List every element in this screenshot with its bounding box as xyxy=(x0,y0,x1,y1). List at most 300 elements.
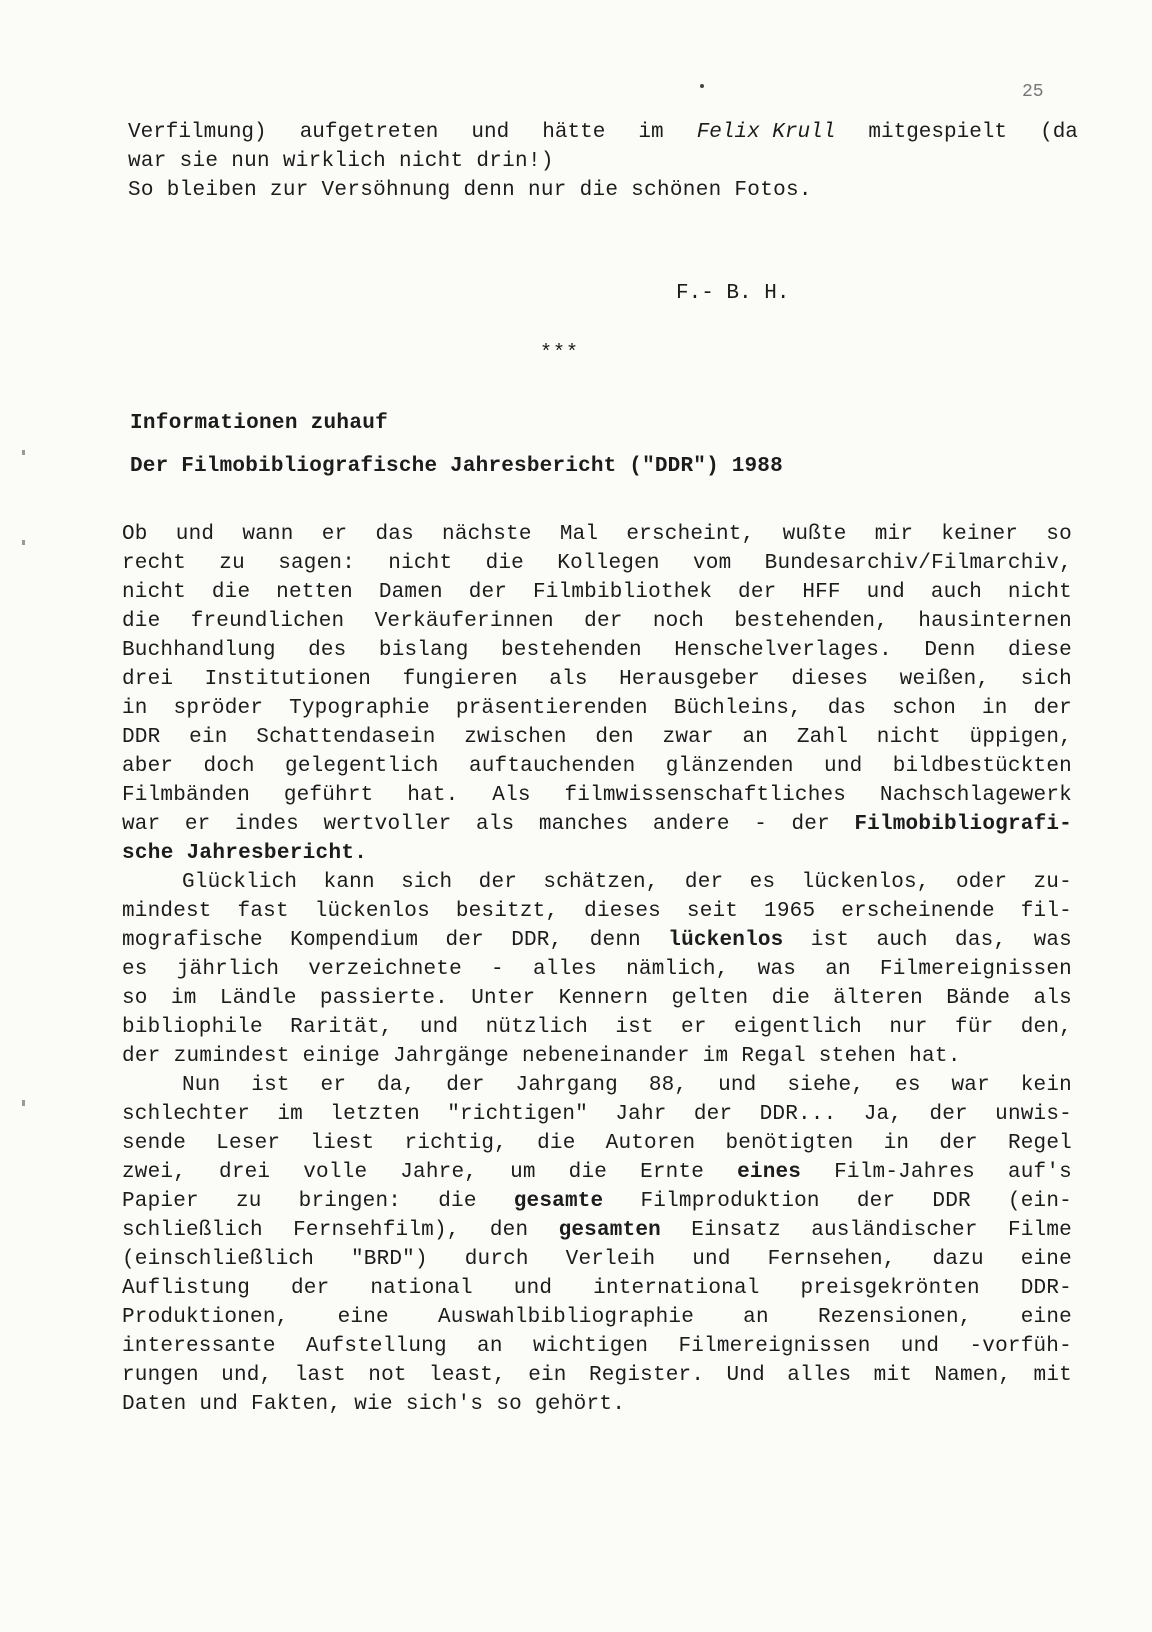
word: andere xyxy=(652,813,730,836)
intro-word: hätte xyxy=(542,121,606,144)
word: der xyxy=(478,871,518,894)
word: des xyxy=(308,639,347,662)
word: gelegentlich xyxy=(285,755,439,778)
body-line xyxy=(122,781,1072,810)
word: ein xyxy=(189,726,228,749)
word: mit xyxy=(1033,1364,1072,1387)
word: Ernte xyxy=(640,1161,705,1184)
word: der xyxy=(684,871,724,894)
word: hat. xyxy=(909,1045,961,1068)
word: präsentierenden xyxy=(455,697,648,720)
word: sche xyxy=(122,842,187,865)
word: Als xyxy=(492,784,531,807)
word: Denn xyxy=(924,639,976,662)
word: Bundesarchiv/Filmarchiv, xyxy=(764,552,1072,575)
word: letzten xyxy=(330,1103,420,1126)
word: diese xyxy=(1007,639,1072,662)
word: als xyxy=(549,668,588,691)
word: Jahr xyxy=(615,1103,667,1126)
word: schätzen, xyxy=(543,871,659,894)
word: er xyxy=(321,523,348,546)
intro-word: im xyxy=(638,121,664,144)
word: volle xyxy=(303,1161,368,1184)
word: Fernsehfilm), xyxy=(293,1219,460,1242)
word: stehen xyxy=(818,1045,910,1068)
word: fil- xyxy=(1020,900,1072,923)
word: und xyxy=(513,1277,553,1300)
body-line xyxy=(122,549,1072,578)
body-line xyxy=(122,752,1072,781)
body-line xyxy=(122,1361,1072,1390)
word: das, xyxy=(955,929,1007,952)
intro-paragraph xyxy=(128,118,1078,205)
word: hausinternen xyxy=(918,610,1072,633)
word: den xyxy=(595,726,634,749)
word: es xyxy=(749,871,776,894)
word: drei xyxy=(122,668,174,691)
article-title: Informationen zuhauf xyxy=(130,412,389,435)
body-line xyxy=(122,665,1072,694)
word: oder xyxy=(955,871,1008,894)
word: er xyxy=(184,813,211,836)
word: Jahre, xyxy=(400,1161,478,1184)
word: doch xyxy=(203,755,255,778)
word: liest xyxy=(310,1132,375,1155)
body-line xyxy=(122,1129,1072,1158)
body-line xyxy=(122,607,1072,636)
word: ist xyxy=(615,1016,654,1039)
word: der xyxy=(445,929,484,952)
word: netten xyxy=(276,581,353,604)
word: spröder xyxy=(173,697,264,720)
word: DDR xyxy=(122,726,161,749)
word: älteren xyxy=(833,987,923,1010)
body-line xyxy=(122,578,1072,607)
word: und xyxy=(419,1016,459,1039)
word: Regal xyxy=(741,1045,819,1068)
word: der xyxy=(584,610,623,633)
word: erscheint, xyxy=(626,523,755,546)
body-line xyxy=(122,1332,1072,1361)
word: Damen xyxy=(378,581,443,604)
body-line xyxy=(122,1390,1072,1419)
word: eine xyxy=(1020,1306,1072,1329)
word: kein xyxy=(1020,1074,1072,1097)
body-line xyxy=(122,1303,1072,1332)
word: HFF xyxy=(802,581,841,604)
word: der xyxy=(446,1074,485,1097)
word: Filmereignissen xyxy=(879,958,1072,981)
word: Filmbibliothek xyxy=(532,581,713,604)
word: -vorfüh- xyxy=(969,1335,1072,1358)
word: seit xyxy=(686,900,739,923)
body-line xyxy=(122,1187,1072,1216)
word: im xyxy=(170,987,197,1010)
word: so xyxy=(1046,523,1072,546)
word: zumindest xyxy=(173,1045,303,1068)
word: in xyxy=(982,697,1008,720)
word: dieses xyxy=(584,900,661,923)
word: an xyxy=(742,726,769,749)
word: Filmproduktion xyxy=(640,1190,820,1213)
word: Ländle xyxy=(219,987,297,1010)
body-line xyxy=(122,636,1072,665)
author-signature: F.- B. H. xyxy=(676,282,790,305)
word: im xyxy=(277,1103,303,1126)
word: an xyxy=(743,1306,769,1329)
word: nicht xyxy=(1007,581,1072,604)
word: wertvoller xyxy=(323,813,452,836)
word: ist xyxy=(810,929,850,952)
word: war xyxy=(951,1074,990,1097)
word: richtig, xyxy=(404,1132,507,1155)
word: Leser xyxy=(216,1132,281,1155)
word: sich's xyxy=(405,1393,497,1416)
intro-line-2: war sie nun wirklich nicht drin!) xyxy=(128,150,554,173)
word: Unter xyxy=(471,987,536,1010)
word: Rezensionen, xyxy=(817,1306,972,1329)
word: Regel xyxy=(1007,1132,1072,1155)
word: sende xyxy=(122,1132,187,1155)
word: weißen, xyxy=(899,668,990,691)
word: aber xyxy=(122,755,174,778)
word: so xyxy=(496,1393,535,1416)
word: alles xyxy=(532,958,597,981)
word: Daten xyxy=(122,1393,200,1416)
word: dazu xyxy=(932,1248,984,1271)
word: im xyxy=(702,1045,742,1068)
word: auftauchenden xyxy=(468,755,636,778)
word: Jahresbericht. xyxy=(186,842,368,865)
word: bildbestückten xyxy=(892,755,1072,778)
intro-word: mitgespielt xyxy=(868,121,1008,144)
word: schon xyxy=(892,697,957,720)
word: so xyxy=(122,987,148,1010)
word: Film-Jahres xyxy=(834,1161,975,1184)
margin-mark xyxy=(22,540,25,545)
word: (einschließlich xyxy=(122,1248,315,1271)
body-line xyxy=(122,955,1072,984)
word: Nun xyxy=(182,1074,221,1097)
word: DDR... xyxy=(759,1103,837,1126)
word: der xyxy=(856,1190,896,1213)
word: bringen: xyxy=(298,1190,402,1213)
word: "richtigen" xyxy=(447,1103,589,1126)
word: lückenlos xyxy=(314,900,430,923)
word: dieses xyxy=(791,668,869,691)
word: üppigen, xyxy=(969,726,1072,749)
word: nämlich, xyxy=(626,958,729,981)
word: Kollegen xyxy=(557,552,660,575)
word: auch xyxy=(930,581,983,604)
word: zwei, xyxy=(122,1161,187,1184)
word: siehe, xyxy=(787,1074,865,1097)
word: benötigten xyxy=(725,1132,854,1155)
word: einige xyxy=(302,1045,393,1068)
word: ist xyxy=(251,1074,290,1097)
word: um xyxy=(510,1161,536,1184)
word: den xyxy=(489,1219,529,1242)
word: die xyxy=(771,987,810,1010)
word: nur xyxy=(889,1016,928,1039)
word: Aufstellung xyxy=(305,1335,447,1358)
word: der xyxy=(122,1045,174,1068)
word: und xyxy=(866,581,905,604)
article-subtitle: Der Filmobibliografische Jahresbericht ("DDR") 1988 xyxy=(130,455,783,478)
word: interessante xyxy=(122,1335,276,1358)
word: Institutionen xyxy=(204,668,372,691)
word: der xyxy=(791,813,830,836)
word: Filmbänden xyxy=(122,784,251,807)
intro-word: Verfilmung) xyxy=(128,121,267,144)
word: das xyxy=(827,697,867,720)
word: Register. xyxy=(588,1364,705,1387)
word: least, xyxy=(429,1364,506,1387)
ink-dot xyxy=(700,84,704,88)
word: gesamten xyxy=(558,1219,661,1242)
intro-line-3: So bleiben zur Versöhnung denn nur die schönen Fotos. xyxy=(128,179,812,202)
word: durch xyxy=(464,1248,529,1271)
word: sich xyxy=(1020,668,1072,691)
word: Und xyxy=(726,1364,765,1387)
word: Nachschlagewerk xyxy=(879,784,1072,807)
word: geführt xyxy=(283,784,374,807)
word: Bände xyxy=(946,987,1011,1010)
word: bislang xyxy=(378,639,469,662)
word: und xyxy=(718,1074,757,1097)
word: als xyxy=(475,813,515,836)
word: er xyxy=(320,1074,347,1097)
word: verzeichnete xyxy=(308,958,462,981)
word: Autoren xyxy=(605,1132,696,1155)
word: passierte. xyxy=(319,987,448,1010)
word: mit xyxy=(873,1364,913,1387)
word: der xyxy=(1033,697,1072,720)
word: für xyxy=(955,1016,994,1039)
word: den, xyxy=(1020,1016,1072,1039)
word: Fakten, xyxy=(251,1393,355,1416)
word: mindest xyxy=(122,900,212,923)
body-line xyxy=(122,723,1072,752)
word: gesamte xyxy=(513,1190,604,1213)
intro-word: aufgetreten xyxy=(299,121,439,144)
word: Schattendasein xyxy=(256,726,436,749)
word: 1965 xyxy=(764,900,816,923)
body-line xyxy=(122,926,1072,955)
word: hat. xyxy=(407,784,459,807)
word: Fernsehen, xyxy=(767,1248,896,1271)
word: - xyxy=(754,813,767,836)
word: und xyxy=(199,1393,252,1416)
word: bestehenden xyxy=(500,639,642,662)
word: last xyxy=(294,1364,346,1387)
word: eines xyxy=(737,1161,802,1184)
word: unwis- xyxy=(995,1103,1072,1126)
word: schlechter xyxy=(122,1103,251,1126)
word: Filmereignissen xyxy=(678,1335,871,1358)
word: der xyxy=(291,1277,330,1300)
word: zu xyxy=(235,1190,262,1213)
word: DDR- xyxy=(1020,1277,1072,1300)
word: international xyxy=(593,1277,760,1300)
body-line xyxy=(122,1274,1072,1303)
word: recht xyxy=(122,552,187,575)
word: wichtigen xyxy=(532,1335,649,1358)
word: nicht xyxy=(388,552,453,575)
word: Produktionen, xyxy=(122,1306,289,1329)
word: Kennern xyxy=(558,987,649,1010)
word: Jahrgang xyxy=(515,1074,618,1097)
word: in xyxy=(122,697,148,720)
page-number: 25 xyxy=(1022,82,1044,102)
word: keiner xyxy=(941,523,1019,546)
word: filmwissenschaftliches xyxy=(564,784,847,807)
word: der xyxy=(468,581,508,604)
word: eine xyxy=(1020,1248,1072,1271)
word: in xyxy=(883,1132,910,1155)
word: - xyxy=(491,958,504,981)
word: manches xyxy=(538,813,629,836)
word: sagen: xyxy=(278,552,355,575)
word: gelten xyxy=(671,987,749,1010)
word: Glücklich xyxy=(182,871,298,894)
word: Papier xyxy=(122,1190,199,1213)
word: erscheinende xyxy=(841,900,995,923)
word: die xyxy=(485,552,524,575)
word: nicht xyxy=(122,581,187,604)
word: Herausgeber xyxy=(619,668,760,691)
word: nützlich xyxy=(485,1016,589,1039)
intro-word: und xyxy=(471,121,510,144)
word: wie xyxy=(354,1393,406,1416)
word: Ja, xyxy=(863,1103,903,1126)
word: lückenlos, xyxy=(801,871,930,894)
word: Typographie xyxy=(289,697,430,720)
word: und xyxy=(824,755,863,778)
section-separator: *** xyxy=(540,342,580,365)
word: was xyxy=(757,958,797,981)
word: alles xyxy=(787,1364,852,1387)
word: das xyxy=(375,523,414,546)
word: die xyxy=(122,610,161,633)
word: nebeneinander xyxy=(522,1045,703,1068)
word: not xyxy=(368,1364,407,1387)
word: Jahrgänge xyxy=(392,1045,522,1068)
word: der xyxy=(738,581,777,604)
word: sich xyxy=(401,871,453,894)
word: und, xyxy=(221,1364,273,1387)
body-line xyxy=(122,694,1072,723)
word: 88, xyxy=(648,1074,688,1097)
word: bestehenden, xyxy=(734,610,888,633)
word: besitzt, xyxy=(455,900,559,923)
word: DDR xyxy=(932,1190,971,1213)
word: Verleih xyxy=(565,1248,656,1271)
word: an xyxy=(477,1335,503,1358)
word: Auflistung xyxy=(122,1277,251,1300)
margin-mark xyxy=(22,450,25,455)
word: vom xyxy=(692,552,732,575)
word: kann xyxy=(323,871,375,894)
word: die xyxy=(438,1190,477,1213)
word: nächste xyxy=(442,523,532,546)
word: Filme xyxy=(1007,1219,1072,1242)
word: der xyxy=(693,1103,733,1126)
word: ausländischer xyxy=(811,1219,978,1242)
body-line xyxy=(122,1158,1072,1187)
word: der xyxy=(929,1103,968,1126)
word: er xyxy=(681,1016,707,1039)
body-line xyxy=(122,1216,1072,1245)
word: DDR, xyxy=(511,929,563,952)
word: Auswahlbibliographie xyxy=(437,1306,695,1329)
word: zwar xyxy=(662,726,714,749)
word: mografische xyxy=(122,929,263,952)
word: auch xyxy=(876,929,928,952)
word: Einsatz xyxy=(691,1219,781,1242)
body-line xyxy=(122,868,1072,897)
word: denn xyxy=(589,929,641,952)
word: (ein- xyxy=(1007,1190,1072,1213)
word: gehört. xyxy=(534,1393,626,1416)
word: wann xyxy=(242,523,294,546)
word: freundlichen xyxy=(190,610,345,633)
word: Rarität, xyxy=(290,1016,393,1039)
word: zu xyxy=(219,552,245,575)
word: war xyxy=(122,813,161,836)
word: auf's xyxy=(1007,1161,1072,1184)
body-line xyxy=(122,1013,1072,1042)
article-body xyxy=(122,520,1072,1419)
word: Buchhandlung xyxy=(122,639,276,662)
word: der xyxy=(939,1132,978,1155)
word: Namen, xyxy=(934,1364,1012,1387)
word: und xyxy=(692,1248,731,1271)
word: Zahl xyxy=(796,726,849,749)
word: rungen xyxy=(122,1364,199,1387)
word: an xyxy=(825,958,851,981)
word: als xyxy=(1033,987,1072,1010)
word: die xyxy=(537,1132,576,1155)
word: Büchleins, xyxy=(673,697,802,720)
word: national xyxy=(370,1277,473,1300)
word: Henschelverlages. xyxy=(674,639,892,662)
body-line xyxy=(122,839,1072,868)
word: und xyxy=(900,1335,940,1358)
word: ein xyxy=(528,1364,567,1387)
body-line xyxy=(122,984,1072,1013)
word: noch xyxy=(652,610,705,633)
body-line xyxy=(122,810,1072,839)
body-line xyxy=(122,897,1072,926)
word: schließlich xyxy=(122,1219,263,1242)
word: eigentlich xyxy=(733,1016,862,1039)
word: bibliophile xyxy=(122,1016,263,1039)
word: "BRD") xyxy=(350,1248,428,1271)
word: preisgekrönten xyxy=(800,1277,980,1300)
word: indes xyxy=(234,813,299,836)
body-line xyxy=(122,520,1072,549)
word: es xyxy=(895,1074,921,1097)
word: glänzenden xyxy=(665,755,794,778)
word: lückenlos xyxy=(668,929,784,952)
word: Mal xyxy=(559,523,599,546)
word: nicht xyxy=(876,726,941,749)
word: zu- xyxy=(1033,871,1072,894)
word: drei xyxy=(219,1161,271,1184)
word: und xyxy=(175,523,215,546)
word: jährlich xyxy=(176,958,280,981)
